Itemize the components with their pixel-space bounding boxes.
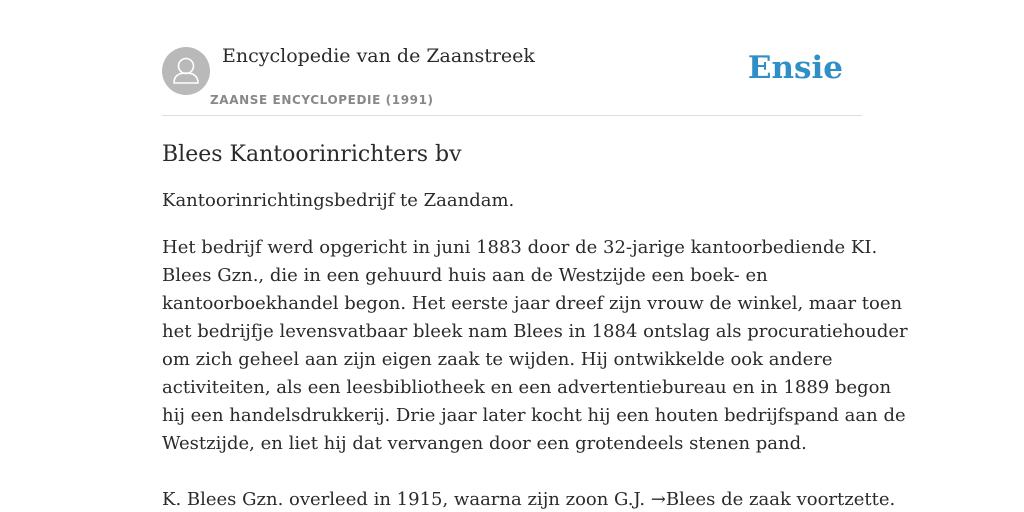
article-lead: Kantoorinrichtingsbedrijf te Zaandam. bbox=[162, 190, 515, 211]
body-line: om zich geheel aan zijn eigen zaak te wijden. Hij ontwikkelde ook andere bbox=[162, 349, 833, 370]
ensie-logo[interactable]: Ensie bbox=[747, 50, 843, 86]
user-avatar-icon[interactable] bbox=[162, 47, 210, 95]
body-line: Het bedrijf werd opgericht in juni 1883 door de 32-jarige kantoorbediende KI. bbox=[162, 237, 878, 258]
body-line: het bedrijfje levensvatbaar bleek nam Blees in 1884 ontslag als procuratiehouder bbox=[162, 321, 908, 342]
body-line: Westzijde, en liet hij dat vervangen door een grotendeels stenen pand. bbox=[162, 433, 807, 454]
source-title-link[interactable]: Encyclopedie van de Zaanstreek bbox=[222, 45, 535, 67]
article-body bbox=[162, 234, 908, 512]
source-subtitle: ZAANSE ENCYCLOPEDIE (1991) bbox=[210, 93, 434, 107]
body-line: activiteiten, als een leesbibliotheek en een advertentiebureau en in 1889 begon bbox=[162, 377, 892, 398]
source-header bbox=[162, 40, 862, 116]
article bbox=[162, 136, 908, 512]
paragraph2-text-end: de zaak voortzette. bbox=[715, 489, 896, 510]
body-line: kantoorboekhandel begon. Het eerste jaar dreef zijn vrouw de winkel, maar toen bbox=[162, 293, 903, 314]
paragraph-gap bbox=[162, 458, 862, 486]
user-silhouette-icon bbox=[162, 47, 210, 95]
paragraph2-text-start: K. Blees Gzn. overleed in 1915, waarna zijn zoon G.J. bbox=[162, 489, 651, 510]
article-title: Blees Kantoorinrichters bv bbox=[162, 142, 462, 167]
body-line: hij een handelsdrukkerij. Drie jaar later kocht hij een houten bedrijfspand aan de bbox=[162, 405, 906, 426]
blees-cross-reference-link[interactable]: →Blees bbox=[650, 489, 716, 510]
body-line-paragraph2 bbox=[162, 486, 896, 512]
body-line: Blees Gzn., die in een gehuurd huis aan de Westzijde een boek- en bbox=[162, 265, 768, 286]
